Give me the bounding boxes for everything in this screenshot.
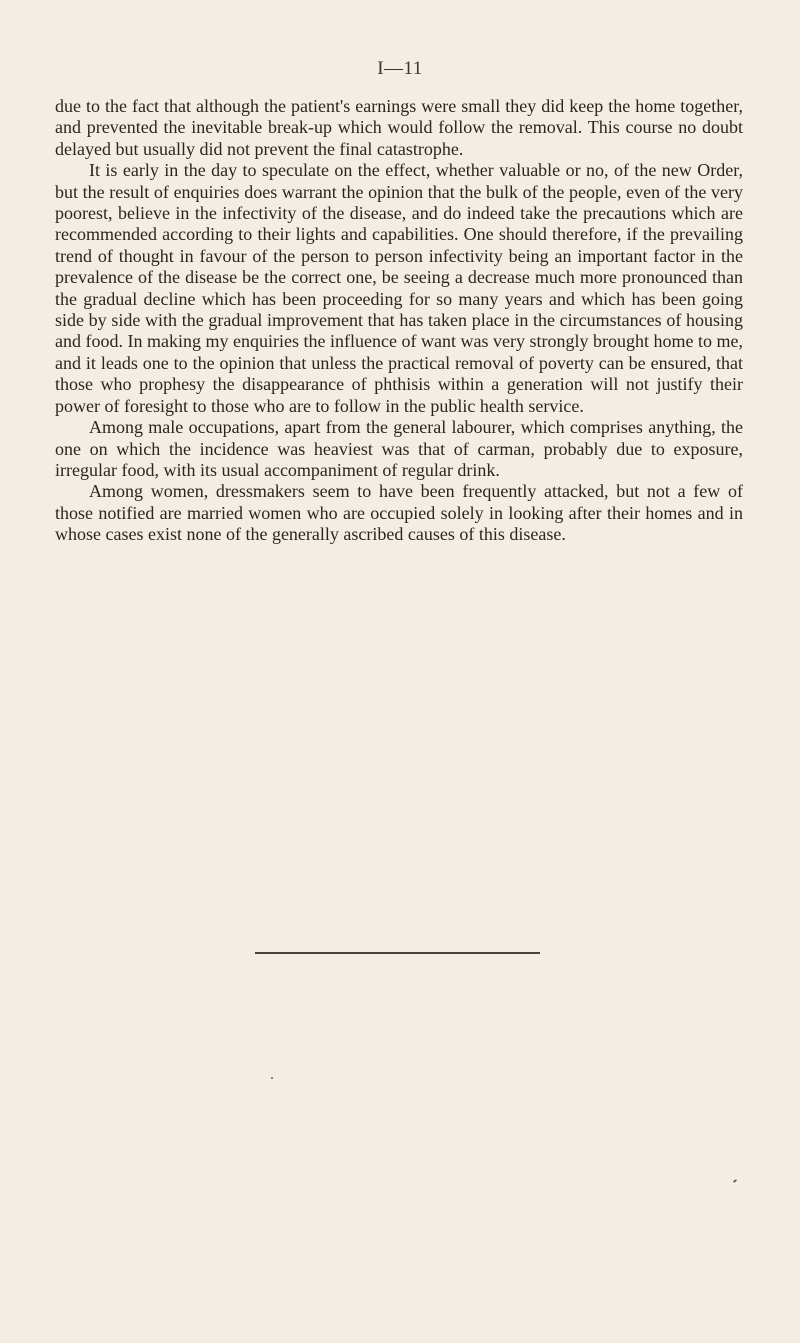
page-number: I—11 <box>377 58 423 79</box>
paragraph-1: due to the fact that although the patient's earnings were small they did keep the home together, and prevented the inevitable break-up which would follow the removal. This course no doubt delayed but usually did not prevent the final catastrophe. <box>55 96 743 159</box>
paragraph-4: Among women, dressmakers seem to have been frequently attacked, but not a few of those notified are married women who are occupied solely in looking after their homes and in whose cases exist none of the generally ascribed causes of this disease. <box>55 481 743 545</box>
paper-speck <box>733 1179 737 1183</box>
paragraph-3: Among male occupations, apart from the general labourer, which comprises anything, the one on which the incidence was heaviest was that of carman, probably due to exposure, irregular food, with its usual accompaniment of regular drink. <box>55 417 743 480</box>
paragraph-2: It is early in the day to speculate on the effect, whether valuable or no, of the new Order, but the result of enquiries does warrant the opinion that the bulk of the people, even of the very poorest, believe in the infectivity of the disease, and do indeed take the precautions which are recommended according to their lights and capabilities. One should therefore, if the prevailing trend of thought in favour of the person to person infectivity being an important factor in the prevalence of the disease be the correct one, be seeing a decrease much more pronounced than the gradual decline which has been proceeding for so many years and which has been going side by side with the gradual improvement that has taken place in the circumstances of housing and food. In making my enquiries the influence of want was very strongly brought home to me, and it leads one to the opinion that unless the practical removal of poverty can be ensured, that those who prophesy the disappearance of phthisis within a generation will not justify their power of foresight to those who are to follow in the public health service. <box>55 160 743 416</box>
section-divider <box>255 952 540 954</box>
document-body <box>55 96 743 546</box>
paper-speck <box>271 1077 273 1079</box>
